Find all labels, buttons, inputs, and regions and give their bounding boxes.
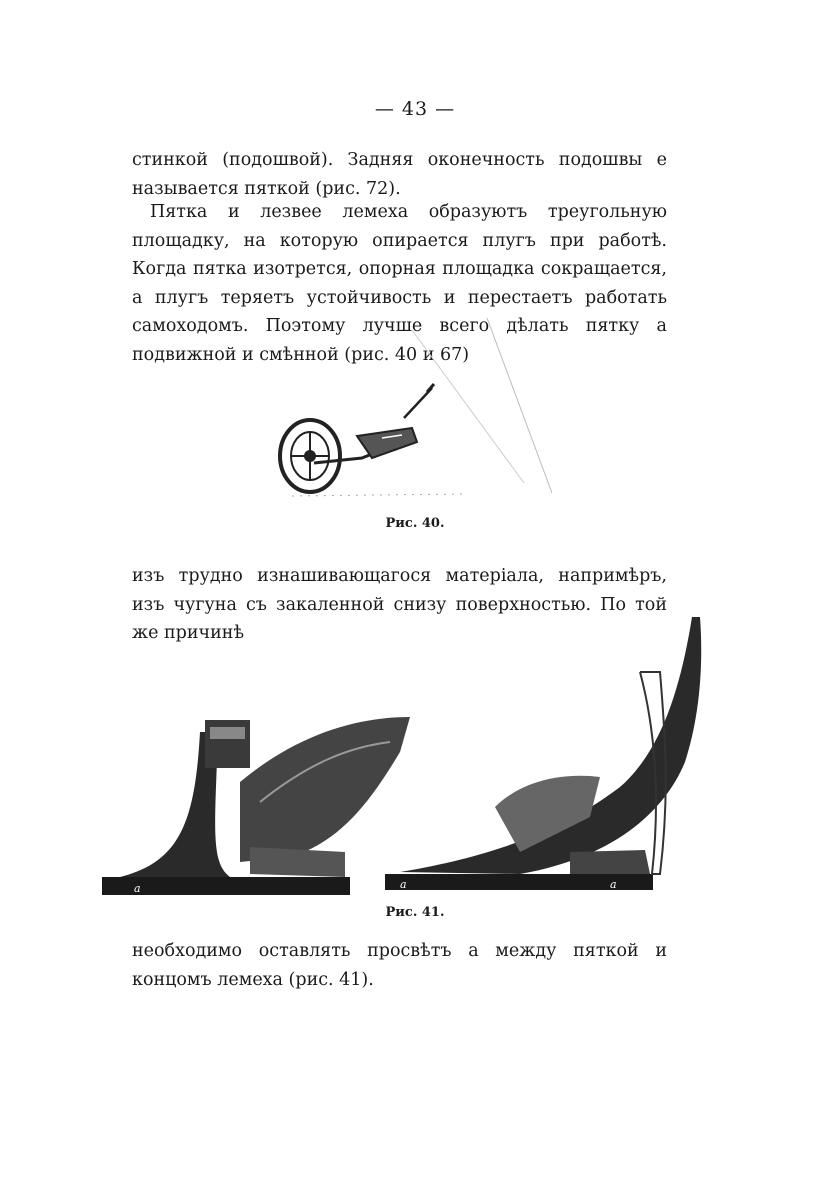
paragraph-4: необходимо оставлять просвѣтъ а между пяткой и концомъ лемеха (рис. 41).: [132, 941, 667, 990]
figure-41-label-a-left: a: [134, 882, 141, 895]
figure-41-caption: Рис. 41.: [385, 905, 445, 920]
page-number: — 43 —: [374, 98, 456, 120]
figure-40-caption: Рис. 40.: [385, 516, 445, 531]
paragraph-1: стинкой (подошвой). Задняя оконечность подошвы е называется пяткой (рис. 72).: [132, 150, 667, 199]
paragraph-2: Пятка и лезвее лемеха образуютъ треугольную площадку, на которую опирается плугъ при работѣ. Когда пятка изотрется, опорная площадка сокращается, а плугъ теряетъ устойчивость и перестаетъ работать самоходомъ. Поэтому лучше всего дѣлать пятку а подвижной и смѣнной (рис. 40 и 67): [132, 202, 667, 365]
figure-41-label-a-middle: a: [400, 878, 407, 891]
figure-41-illustration: [100, 612, 720, 900]
figure-40-illustration: [262, 318, 552, 510]
figure-41-label-a-right: a: [610, 878, 617, 891]
paragraph-3: изъ трудно изнашивающагося матеріала, напримѣръ, изъ чугуна съ закаленной снизу поверхностью. По той же причинѣ: [132, 566, 667, 643]
